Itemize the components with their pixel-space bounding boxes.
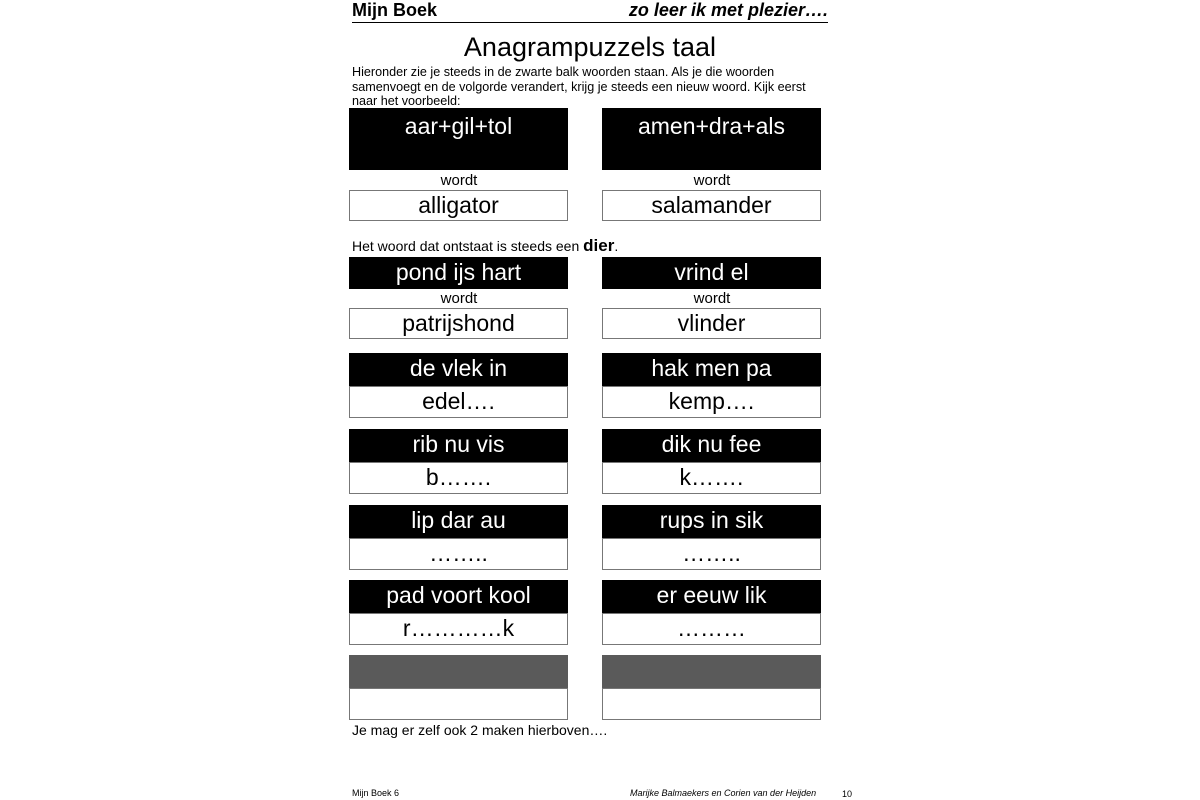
puzzle-prompt-bar xyxy=(349,505,568,538)
puzzle-answer-box[interactable] xyxy=(349,308,568,339)
puzzle-answer-box[interactable] xyxy=(349,613,568,645)
puzzle-prompt-text: pond ijs hart xyxy=(395,259,522,285)
puzzle-prompt-bar xyxy=(602,257,821,289)
footer-book: Mijn Boek 6 xyxy=(352,788,400,798)
puzzle-answer-text: …….. xyxy=(682,540,741,566)
puzzle-prompt-text: lip dar au xyxy=(411,507,506,533)
puzzle-prompt-text: er eeuw lik xyxy=(656,582,767,608)
puzzle-prompt-bar xyxy=(349,429,568,462)
closing-text: Je mag er zelf ook 2 maken hierboven…. xyxy=(352,722,608,738)
instruction-sentence xyxy=(352,236,618,256)
puzzle-prompt-bar xyxy=(602,505,821,538)
puzzle-prompt-bar xyxy=(602,353,821,386)
example-prompt-bar xyxy=(602,108,821,170)
intro-text: Hieronder zie je steeds in de zwarte balk woorden staan. Als je die woorden samenvoegt en de volgorde verandert, krijg je steeds een nieuw woord. Kijk eerst naar het voorbeeld: xyxy=(352,65,806,108)
wordt-label: wordt xyxy=(693,290,731,307)
puzzle-answer-text: k……. xyxy=(679,464,744,490)
puzzle-answer-box[interactable] xyxy=(602,613,821,645)
empty-answer-box[interactable] xyxy=(602,688,821,720)
example-answer-text: alligator xyxy=(418,192,499,218)
header-book-title: Mijn Boek xyxy=(352,0,438,20)
header-slogan: zo leer ik met plezier…. xyxy=(628,0,828,20)
example-answer-text: salamander xyxy=(651,192,772,218)
empty-prompt-bar[interactable] xyxy=(349,655,568,688)
example-answer-box xyxy=(349,190,568,221)
footer-authors: Marijke Balmaekers en Corien van der Heijden xyxy=(630,788,817,798)
puzzle-prompt-bar xyxy=(349,580,568,613)
page-number: 10 xyxy=(842,789,853,799)
puzzle-answer-box[interactable] xyxy=(602,386,821,418)
puzzle-answer-text: kemp…. xyxy=(668,388,755,414)
puzzle-answer-text: b……. xyxy=(425,464,492,490)
sentence-bold-word: dier xyxy=(583,236,615,255)
puzzle-prompt-text: rups in sik xyxy=(659,507,764,533)
sentence-text: Het woord dat ontstaat is steeds een xyxy=(352,238,584,254)
puzzle-answer-box[interactable] xyxy=(349,462,568,494)
puzzle-prompt-text: pad voort kool xyxy=(386,582,531,608)
wordt-label: wordt xyxy=(440,172,478,189)
page-title: Anagrampuzzels taal xyxy=(463,32,717,62)
puzzle-answer-box[interactable] xyxy=(602,538,821,570)
puzzle-answer-box[interactable] xyxy=(602,462,821,494)
puzzle-prompt-bar xyxy=(349,257,568,289)
puzzle-answer-text: patrijshond xyxy=(402,310,515,336)
puzzle-prompt-bar xyxy=(602,429,821,462)
puzzle-answer-text: edel…. xyxy=(422,388,495,414)
puzzle-answer-box[interactable] xyxy=(349,386,568,418)
puzzle-answer-box[interactable] xyxy=(349,538,568,570)
empty-answer-box[interactable] xyxy=(349,688,568,720)
puzzle-answer-text: ……… xyxy=(677,615,746,641)
puzzle-prompt-text: rib nu vis xyxy=(412,431,505,457)
puzzle-prompt-text: hak men pa xyxy=(651,355,772,381)
wordt-label: wordt xyxy=(693,172,731,189)
example-prompt-text: aar+gil+tol xyxy=(404,113,513,139)
empty-prompt-bar[interactable] xyxy=(602,655,821,688)
example-prompt-bar xyxy=(349,108,568,170)
puzzle-answer-text: …….. xyxy=(429,540,488,566)
wordt-label: wordt xyxy=(440,290,478,307)
puzzle-answer-text: vlinder xyxy=(677,310,746,336)
example-prompt-text: amen+dra+als xyxy=(637,113,786,139)
puzzle-prompt-bar xyxy=(602,580,821,613)
page-header xyxy=(352,0,828,23)
puzzle-prompt-text: de vlek in xyxy=(409,355,508,381)
sentence-end: . xyxy=(614,238,619,254)
puzzle-prompt-text: dik nu fee xyxy=(661,431,762,457)
puzzle-answer-text: r…………k xyxy=(402,615,515,641)
puzzle-answer-box[interactable] xyxy=(602,308,821,339)
puzzle-prompt-bar xyxy=(349,353,568,386)
example-answer-box xyxy=(602,190,821,221)
puzzle-prompt-text: vrind el xyxy=(674,259,749,285)
